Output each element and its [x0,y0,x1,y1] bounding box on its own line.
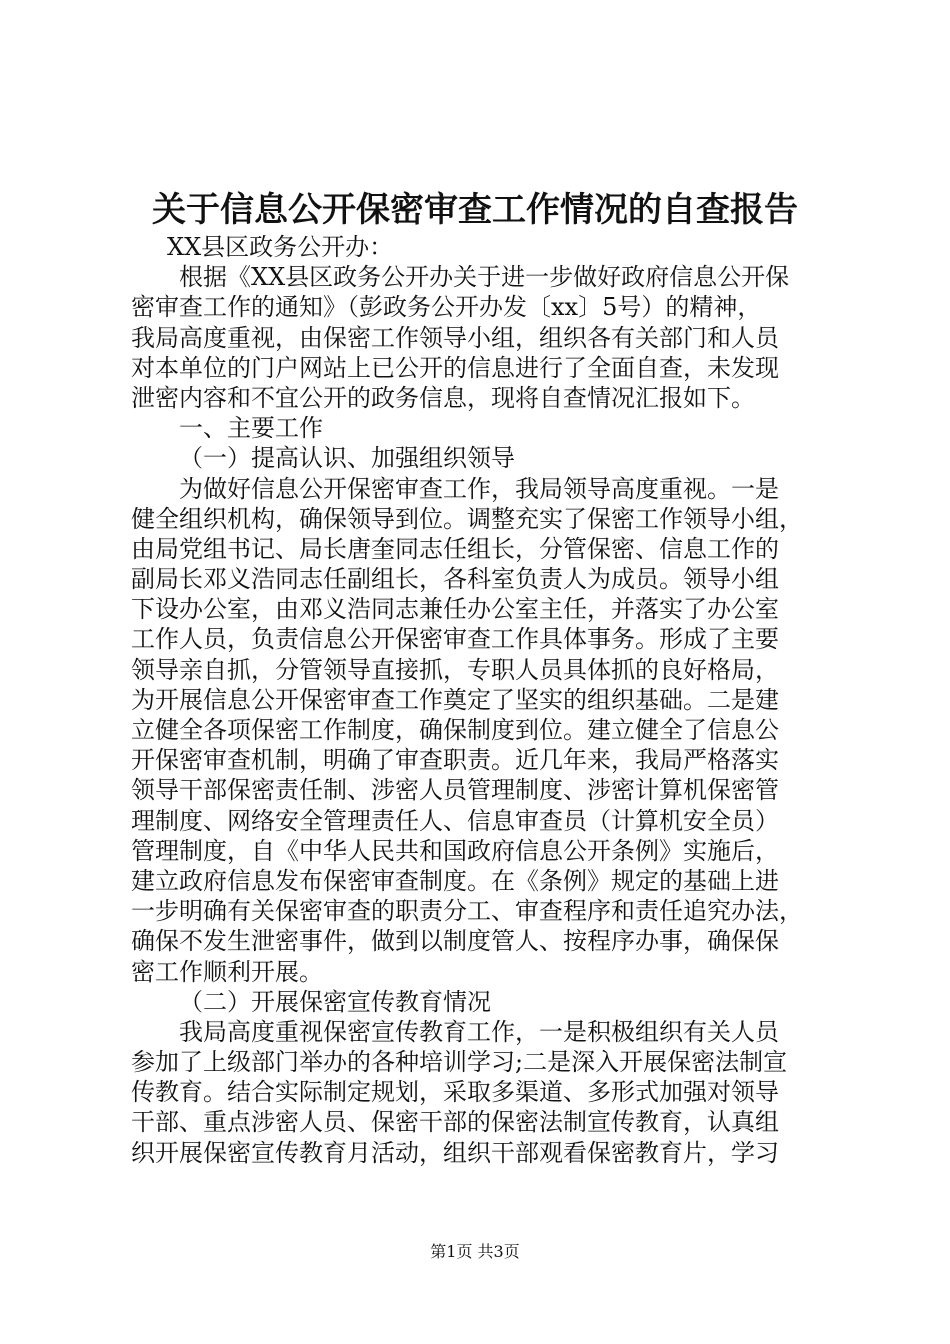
paragraph-line: 传教育。结合实际制定规划，采取多渠道、多形式加强对领导 [131,1078,779,1107]
document-title: 关于信息公开保密审查工作情况的自查报告 [152,190,798,230]
paragraph-line: 我局高度重视保密宣传教育工作，一是积极组织有关人员 [179,1017,779,1046]
paragraph-line: 工作人员，负责信息公开保密审查工作具体事务。形成了主要 [131,625,779,654]
paragraph-line: 领导干部保密责任制、涉密人员管理制度、涉密计算机保密管 [131,776,779,805]
subsection-heading: （二）开展保密宣传教育情况 [179,987,491,1016]
paragraph-line: 对本单位的门户网站上已公开的信息进行了全面自查，未发现 [131,353,779,382]
paragraph-line: 一步明确有关保密审查的职责分工、审查程序和责任追究办法， [131,897,803,926]
paragraph-line: 干部、重点涉密人员、保密干部的保密法制宣传教育，认真组 [131,1108,779,1137]
paragraph-line: 根据《XX县区政务公开办关于进一步做好政府信息公开保 [179,263,790,292]
paragraph-line: 密审查工作的通知》（彭政务公开办发〔xx〕5号）的精神， [131,293,762,322]
paragraph-line: 泄密内容和不宜公开的政务信息，现将自查情况汇报如下。 [131,383,755,412]
paragraph-line: 领导亲自抓，分管领导直接抓，专职人员具体抓的良好格局， [131,655,779,684]
paragraph-line: 确保不发生泄密事件，做到以制度管人、按程序办事，确保保 [131,927,779,956]
paragraph-line: 织开展保密宣传教育月活动，组织干部观看保密教育片，学习 [131,1138,779,1167]
paragraph-line: 建立政府信息发布保密审查制度。在《条例》规定的基础上进 [131,866,779,895]
salutation-line: XX县区政务公开办： [167,233,394,261]
paragraph-line: 为做好信息公开保密审查工作，我局领导高度重视。一是 [179,474,779,503]
paragraph-line: 健全组织机构，确保领导到位。调整充实了保密工作领导小组， [131,504,803,533]
paragraph-line: 参加了上级部门举办的各种培训学习;二是深入开展保密法制宣 [131,1048,788,1077]
paragraph-line: 为开展信息公开保密审查工作奠定了坚实的组织基础。二是建 [131,685,779,714]
paragraph-line: 由局党组书记、局长唐奎同志任组长，分管保密、信息工作的 [131,534,779,563]
paragraph-line: 开保密审查机制，明确了审查职责。近几年来，我局严格落实 [131,746,779,775]
document-body [131,232,831,1168]
paragraph-line: 管理制度，自《中华人民共和国政府信息公开条例》实施后， [131,836,779,865]
paragraph-line: 我局高度重视，由保密工作领导小组，组织各有关部门和人员 [131,323,779,352]
paragraph-line: 下设办公室，由邓义浩同志兼任办公室主任，并落实了办公室 [131,595,779,624]
page-footer: 第1页 共3页 [430,1242,520,1261]
paragraph-line: 立健全各项保密工作制度，确保制度到位。建立健全了信息公 [131,716,779,744]
section-heading: 一、主要工作 [179,414,323,443]
paragraph-line: 理制度、网络安全管理责任人、信息审查员（计算机安全员） [131,806,779,835]
paragraph-line: 密工作顺利开展。 [131,957,323,986]
paragraph-line: 副局长邓义浩同志任副组长，各科室负责人为成员。领导小组 [131,565,779,594]
subsection-heading: （一）提高认识、加强组织领导 [179,444,515,473]
